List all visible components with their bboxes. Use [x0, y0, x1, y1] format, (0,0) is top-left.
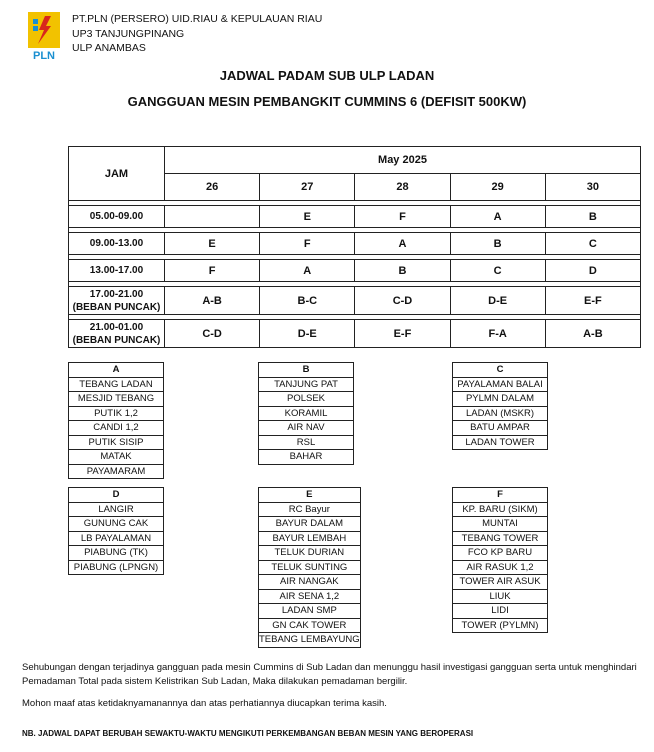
group-row: [453, 618, 548, 633]
group-item: BAYUR DALAM: [259, 517, 361, 532]
group-item: KP. BARU (SIKM): [453, 502, 548, 517]
group-row: [259, 392, 354, 407]
group-cell: D-E: [450, 287, 545, 315]
group-cell: A-B: [545, 320, 640, 348]
group-name: B: [259, 363, 354, 378]
jam-cell: 13.00-17.00: [69, 260, 165, 282]
group-row: [259, 560, 361, 575]
group-header-row: [259, 363, 354, 378]
group-row: [453, 560, 548, 575]
group-row: [453, 531, 548, 546]
group-row: [259, 604, 361, 619]
footer-paragraph: Mohon maaf atas ketidaknyamanannya dan atas perhatiannya diucapkan terima kasih.: [22, 698, 387, 709]
group-item: MESJID TEBANG: [69, 392, 164, 407]
group-row: [453, 546, 548, 561]
group-item: BAYUR LEMBAH: [259, 531, 361, 546]
group-item: TOWER AIR ASUK: [453, 575, 548, 590]
group-item: TEBANG LEMBAYUNG: [259, 634, 360, 646]
org-line: ULP ANAMBAS: [72, 42, 146, 54]
group-cell: E: [260, 206, 355, 228]
group-row: [453, 421, 548, 436]
group-cell: E-F: [355, 320, 450, 348]
group-name: E: [259, 488, 361, 503]
day-header: 26: [165, 174, 260, 201]
group-item: TELUK SUNTING: [259, 560, 361, 575]
group-item: PAYALAMAN BALAI: [453, 377, 548, 392]
group-item: TOWER (PYLMN): [453, 618, 548, 633]
group-row: [259, 546, 361, 561]
group-header-row: [69, 363, 164, 378]
group-cell: C-D: [355, 287, 450, 315]
page-subtitle: GANGGUAN MESIN PEMBANGKIT CUMMINS 6 (DEFISIT 500KW): [127, 94, 527, 109]
group-item: LADAN TOWER: [453, 435, 548, 450]
group-row: [259, 435, 354, 450]
group-item: TELUK DURIAN: [259, 546, 361, 561]
jam-cell: 17.00-21.00 (BEBAN PUNCAK): [69, 287, 165, 315]
group-item: AIR RASUK 1,2: [453, 560, 548, 575]
group-item: TANJUNG PAT: [259, 377, 354, 392]
group-item: AIR NAV: [259, 421, 354, 436]
group-table-e: [258, 487, 361, 648]
table-row: [69, 287, 641, 315]
group-cell: F: [260, 233, 355, 255]
group-item: PUTIK SISIP: [69, 435, 164, 450]
pln-logo: [22, 12, 66, 62]
group-item: LB PAYALAMAN: [69, 531, 164, 546]
group-row: [69, 421, 164, 436]
group-row: [453, 604, 548, 619]
group-row: [69, 450, 164, 465]
group-cell: C: [545, 233, 640, 255]
group-row: [259, 575, 361, 590]
table-row: [69, 260, 641, 282]
group-item: TEBANG TOWER: [453, 531, 548, 546]
org-info: [72, 12, 322, 56]
group-cell: F-A: [450, 320, 545, 348]
group-cell: F: [165, 260, 260, 282]
day-header: 29: [450, 174, 545, 201]
group-item: LANGIR: [69, 502, 164, 517]
group-table-d: [68, 487, 164, 575]
group-name: F: [453, 488, 548, 503]
group-row: [259, 531, 361, 546]
group-item: AIR NANGAK: [259, 575, 361, 590]
group-table-c: [452, 362, 548, 450]
group-item: GUNUNG CAK: [69, 517, 164, 532]
table-row: [69, 320, 641, 348]
group-header-row: [69, 488, 164, 503]
group-row: [259, 377, 354, 392]
group-header-row: [453, 363, 548, 378]
org-line: UP3 TANJUNGPINANG: [72, 27, 185, 40]
group-row: [69, 435, 164, 450]
group-item: KORAMIL: [259, 406, 354, 421]
pln-logo-icon: [22, 12, 66, 62]
group-header-row: [453, 488, 548, 503]
group-row: [259, 450, 354, 465]
group-row: [259, 618, 361, 633]
day-header: 28: [355, 174, 450, 201]
table-row: [69, 233, 641, 255]
group-item: FCO KP BARU: [453, 546, 548, 561]
group-cell: A: [355, 233, 450, 255]
group-cell: B: [545, 206, 640, 228]
header-row: [69, 147, 641, 174]
group-header-row: [259, 488, 361, 503]
group-table-f: [452, 487, 548, 633]
group-row: [259, 421, 354, 436]
group-row: [453, 406, 548, 421]
group-cell: D: [545, 260, 640, 282]
group-row: [69, 546, 164, 561]
jam-cell: 21.00-01.00 (BEBAN PUNCAK): [69, 320, 165, 348]
group-cell: E: [165, 233, 260, 255]
org-line: PT.PLN (PERSERO) UID.RIAU & KEPULAUAN RIAU: [72, 13, 323, 25]
group-cell: [165, 206, 260, 228]
group-item: TEBANG LADAN: [69, 377, 164, 392]
group-row: [453, 517, 548, 532]
group-row: [69, 392, 164, 407]
group-row: [453, 392, 548, 407]
footer-paragraph: Sehubungan dengan terjadinya gangguan pada mesin Cummins di Sub Ladan dan menunggu hasil investigasi gangguan serta untuk menghindari Pemadaman Total pada sistem Kelistrikan Sub Ladan, Maka dilakukan pemadaman bergilir.: [22, 662, 637, 687]
group-row: [259, 502, 361, 517]
group-cell: E-F: [545, 287, 640, 315]
group-cell: C-D: [165, 320, 260, 348]
footer-note: NB. JADWAL DAPAT BERUBAH SEWAKTU-WAKTU MENGIKUTI PERKEMBANGAN BEBAN MESIN YANG BEROPERASI: [22, 729, 474, 738]
group-item: MATAK: [69, 450, 164, 465]
group-item: CANDI 1,2: [69, 421, 164, 436]
group-cell: A-B: [165, 287, 260, 315]
group-table-b: [258, 362, 354, 465]
group-cell: A: [450, 206, 545, 228]
group-cell: B: [450, 233, 545, 255]
group-row: [259, 406, 354, 421]
group-row: [69, 377, 164, 392]
group-cell: B-C: [260, 287, 355, 315]
jam-cell: 05.00-09.00: [69, 206, 165, 228]
group-row: [69, 464, 164, 479]
group-row: [259, 633, 361, 648]
group-item: AIR SENA 1,2: [259, 589, 361, 604]
group-row: [69, 560, 164, 575]
group-item: LIUK: [453, 589, 548, 604]
group-item: LADAN (MSKR): [453, 406, 548, 421]
day-header: 27: [260, 174, 355, 201]
group-row: [69, 531, 164, 546]
group-item: RSL: [259, 435, 354, 450]
group-row: [69, 406, 164, 421]
group-name: C: [453, 363, 548, 378]
group-item: PIABUNG (LPNGN): [69, 560, 164, 575]
group-item: PIABUNG (TK): [69, 546, 164, 561]
group-row: [259, 589, 361, 604]
group-item: PYLMN DALAM: [453, 392, 548, 407]
day-header: 30: [545, 174, 640, 201]
jam-header: JAM: [69, 147, 165, 201]
group-row: [69, 517, 164, 532]
group-row: [453, 377, 548, 392]
table-row: [69, 206, 641, 228]
group-item: BATU AMPAR: [453, 421, 548, 436]
group-item: RC Bayur: [259, 502, 361, 517]
group-row: [69, 502, 164, 517]
group-cell: A: [260, 260, 355, 282]
group-row: [453, 502, 548, 517]
group-row: [453, 589, 548, 604]
group-row: [259, 517, 361, 532]
group-item: BAHAR: [259, 450, 354, 465]
group-cell: C: [450, 260, 545, 282]
group-cell: B: [355, 260, 450, 282]
group-item: PAYAMARAM: [69, 464, 164, 479]
group-item: PUTIK 1,2: [69, 406, 164, 421]
group-item: MUNTAI: [453, 517, 548, 532]
schedule-table: [68, 146, 641, 348]
jam-cell: 09.00-13.00: [69, 233, 165, 255]
group-item: LIDI: [453, 604, 548, 619]
group-name: D: [69, 488, 164, 503]
group-row: [453, 435, 548, 450]
group-cell: D-E: [260, 320, 355, 348]
page-title: JADWAL PADAM SUB ULP LADAN: [219, 68, 435, 83]
group-item: POLSEK: [259, 392, 354, 407]
group-cell: F: [355, 206, 450, 228]
group-item: GN CAK TOWER: [259, 618, 361, 633]
group-table-a: [68, 362, 164, 479]
month-header: May 2025: [165, 147, 641, 174]
group-row: [453, 575, 548, 590]
group-item: LADAN SMP: [259, 604, 361, 619]
group-name: A: [69, 363, 164, 378]
svg-text:PLN: PLN: [33, 50, 55, 62]
